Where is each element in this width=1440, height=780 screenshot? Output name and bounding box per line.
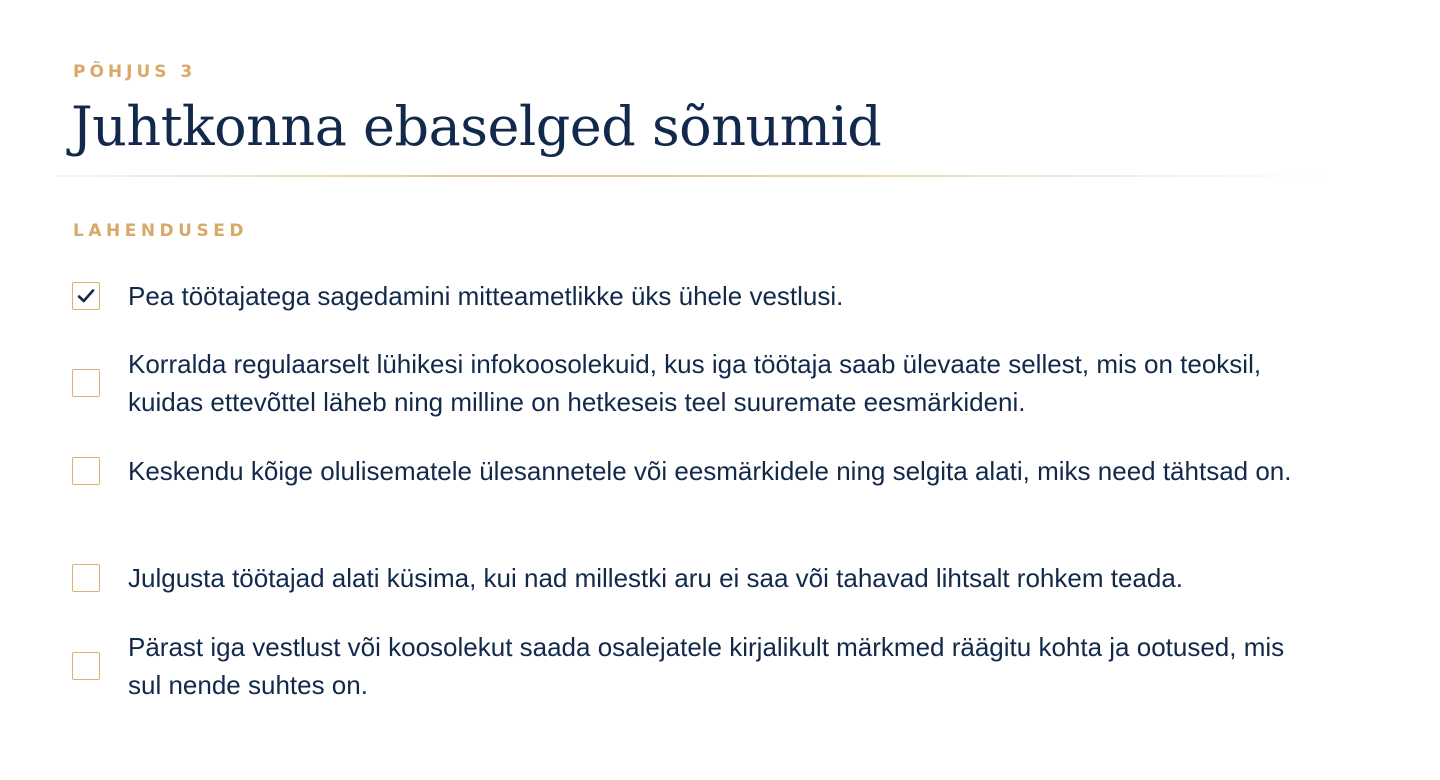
checklist-item-text: Pärast iga vestlust või koosolekut saada osalejatele kirjalikult märkmed räägitu kohta ja ootused, mis sul nende suhtes on.	[128, 632, 1285, 700]
solutions-label: LAHENDUSED	[73, 221, 248, 241]
checkmark-icon	[77, 288, 95, 304]
checklist-item	[72, 277, 1302, 315]
checkbox[interactable]	[72, 564, 100, 592]
checklist-item	[72, 452, 1302, 490]
checklist-item-text: Keskendu kõige olulisematele ülesannetele või eesmärkidele ning selgita alati, miks need tähtsad on.	[128, 456, 1292, 486]
checkbox-checked[interactable]	[72, 282, 100, 310]
reason-eyebrow: PÕHJUS 3	[73, 62, 197, 82]
checklist-item	[72, 345, 1302, 421]
page-title: Juhtkonna ebaselged sõnumid	[71, 95, 882, 158]
checkbox[interactable]	[72, 369, 100, 397]
checklist-item-text: Julgusta töötajad alati küsima, kui nad millestki aru ei saa või tahavad lihtsalt rohkem teada.	[128, 563, 1184, 593]
title-divider	[56, 175, 1326, 177]
checklist-item	[72, 628, 1302, 704]
checklist-item	[72, 559, 1302, 597]
checkbox[interactable]	[72, 652, 100, 680]
checkbox[interactable]	[72, 457, 100, 485]
checklist-item-text: Korralda regulaarselt lühikesi infokoosolekuid, kus iga töötaja saab ülevaate sellest, mis on teoksil, kuidas ettevõttel läheb ning milline on hetkeseis teel suuremate eesmärkideni.	[128, 349, 1262, 417]
checklist-item-text: Pea töötajatega sagedamini mitteametlikke üks ühele vestlusi.	[128, 281, 844, 311]
